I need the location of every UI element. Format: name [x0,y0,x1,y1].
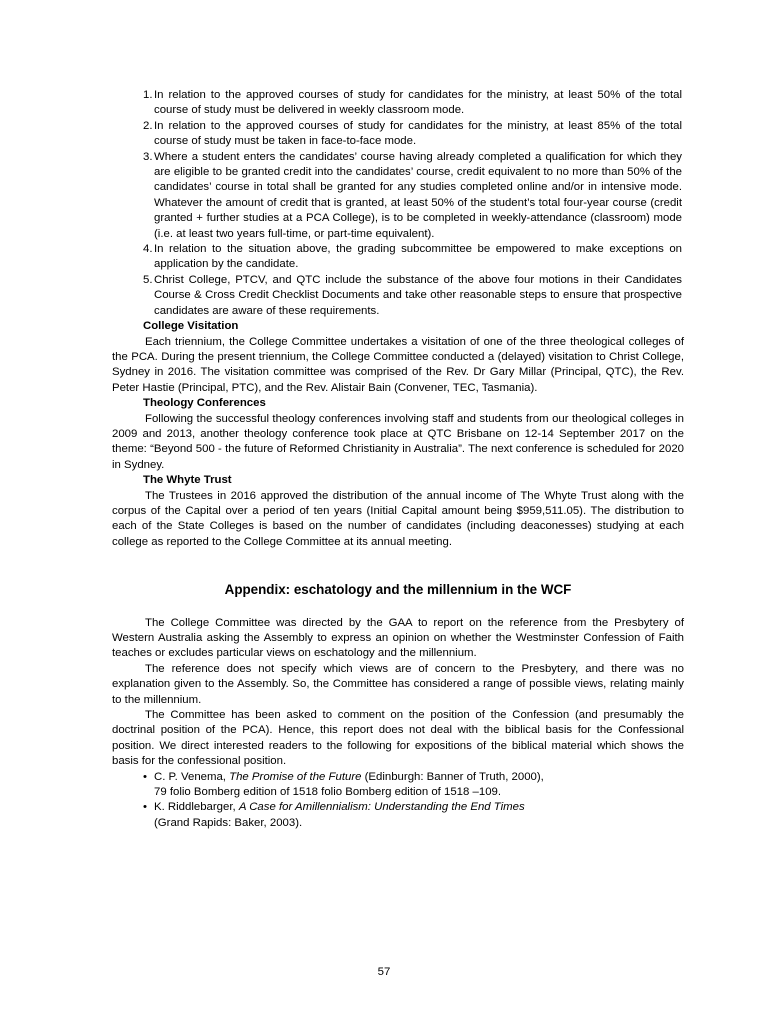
page-number: 57 [377,966,391,978]
list-item [112,800,684,831]
appendix-paragraph-2: The reference does not specify which views are of concern to the Presbytery, and there was no explanation given to the Assembly. So, the Committee has considered a range of possible views, relating mainly to the millennium. [112,662,684,706]
list-item-text: Where a student enters the candidates’ course having already completed a qualification for which they are eligible to be granted credit into the candidates’ course, credit equivalent to no more than 50% of the candidates’ course in total shall be granted for any studies completed online and/or in intensive mode. Whatever the amount of credit that is granted, at least 50% of the student’s total four-year course (credit granted + further studies at a PCA College), is to be completed in weekly-attendance (classroom) mode (i.e. at least two years full-time, or part-time equivalent). [154,150,682,240]
list-item-text: In relation to the approved courses of study for candidates for the ministry, at least 85% of the total course of study must be taken in face-to-face mode. [154,119,682,148]
reference-title: A Case for Amillennialism: Understanding the End Times [238,801,525,814]
section-heading-theology-conferences: Theology Conferences [143,397,266,410]
appendix-title: Appendix: eschatology and the millennium in the WCF [224,582,572,598]
section-heading-college-visitation: College Visitation [143,320,239,333]
appendix-spacer [112,598,684,616]
list-item-number: 1. [143,89,153,101]
section-paragraph-theology-conferences: Following the successful theology conferences involving staff and students from our theological colleges in 2009 and 2013, another theology conference took place at QTC Brisbane on 12-14 September 2017 on the theme: “Beyond 500 - the future of Reformed Christianity in Australia”. The next conference is scheduled for 2020 in Sydney. [112,412,684,471]
list-item [112,88,684,119]
list-item [112,242,684,273]
reference-detail: (Grand Rapids: Baker, 2003). [154,816,303,829]
appendix-references-list [112,770,684,832]
page-content [112,88,684,831]
reference-text [154,800,684,831]
list-item-number: 5. [143,273,153,286]
list-item [112,150,684,242]
list-item [112,119,684,150]
list-item [112,273,684,319]
appendix-paragraph-1: The College Committee was directed by the GAA to report on the reference from the Presbytery of Western Australia asking the Assembly to express an opinion on whether the Westminster Confession of Faith teaches or excludes particular views on eschatology and the millennium. [112,616,684,660]
reference-text [154,770,684,801]
section-paragraph-college-visitation: Each triennium, the College Committee undertakes a visitation of one of the three theological colleges of the PCA. During the present triennium, the College Committee conducted a (delayed) visitation to Christ College, Sydney in 2016. The visitation committee was comprised of the Rev. Dr Gary Millar (Principal, QTC), the Rev. Peter Hastie (Principal, PTC), and the Rev. Alistair Bain (Convener, TEC, Tasmania). [112,335,684,394]
appendix-paragraph-3: The Committee has been asked to comment on the position of the Confession (and presumably the doctrinal position of the PCA). Hence, this report does not deal with the biblical basis for the Confessional position. We direct interested readers to the following for expositions of the biblical material which shows the basis for the confessional position. [112,709,684,768]
bullet-icon: • [143,801,147,814]
reference-publisher: (Edinburgh: Banner of Truth, 2000), [361,770,544,783]
list-item-number: 3. [143,150,153,163]
numbered-motions-list [112,88,684,319]
list-item-text: In relation to the situation above, the grading subcommittee be empowered to make exceptions on application by the candidate. [154,243,682,271]
reference-author: K. Riddlebarger, [154,801,239,814]
reference-author: C. P. Venema, [154,770,230,783]
section-paragraph-whyte-trust: The Trustees in 2016 approved the distribution of the annual income of The Whyte Trust along with the corpus of the Capital over a period of ten years (Initial Capital amount being $959,511.05). The distribution to each of the State Colleges is based on the number of candidates (including deaconesses) studying at each college as reported to the College Committee at its annual meeting. [112,489,684,548]
section-spacer [112,550,684,582]
section-heading-whyte-trust: The Whyte Trust [143,474,232,487]
list-item-number: 2. [143,119,153,132]
list-item-text: Christ College, PTCV, and QTC include the substance of the above four motions in their Candidates Course & Cross Credit Checklist Documents and take other reasonable steps to ensure that prospective candidates are aware of these requirements. [154,273,682,317]
reference-detail: 79 folio Bomberg edition of 1518 folio Bomberg edition of 1518 –109. [154,786,502,799]
reference-title: The Promise of the Future [229,770,362,783]
bullet-icon: • [143,770,147,783]
list-item-number: 4. [143,243,153,256]
list-item [112,770,684,801]
list-item-text: In relation to the approved courses of study for candidates for the ministry, at least 50% of the total course of study must be delivered in weekly classroom mode. [154,89,682,117]
